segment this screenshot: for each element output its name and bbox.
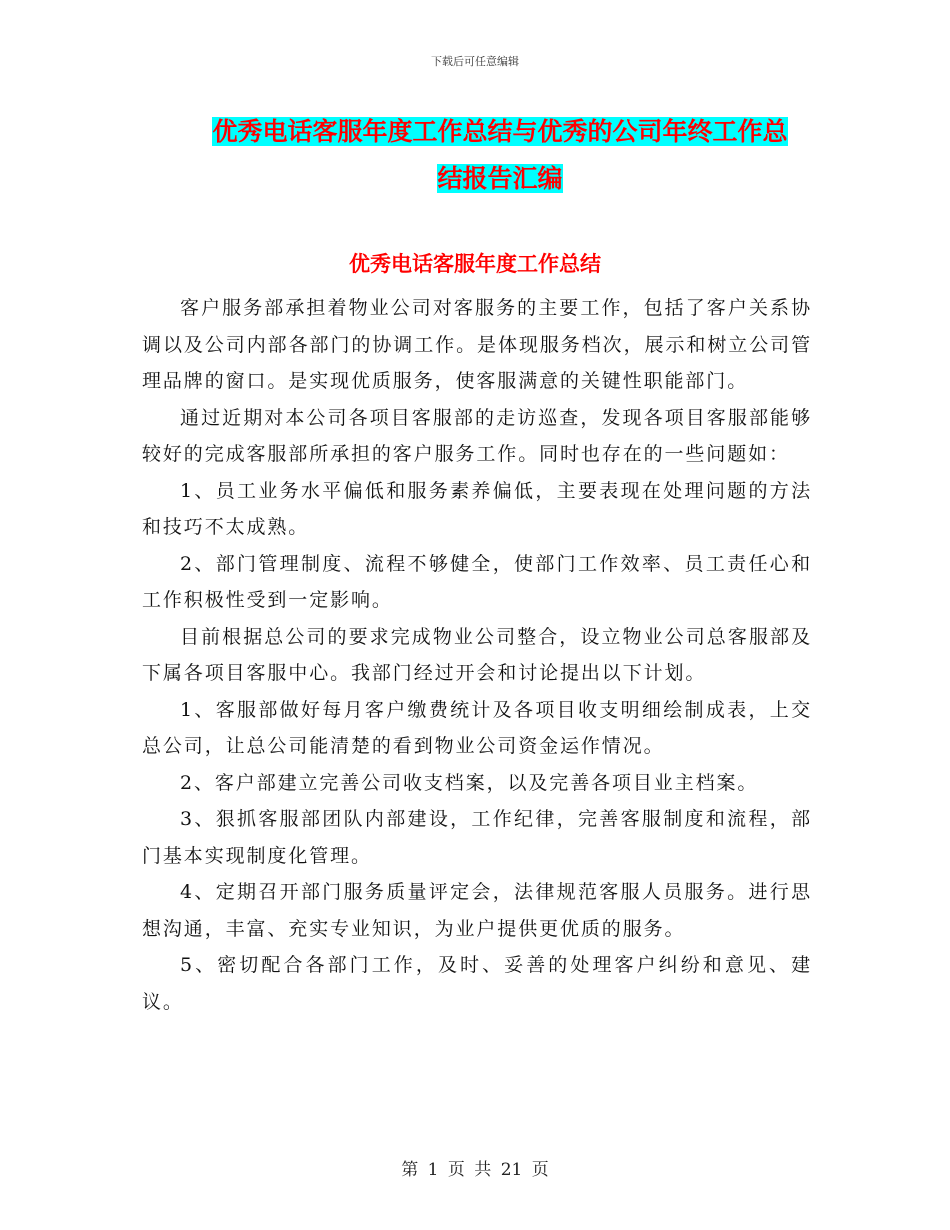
list-item: 3、狠抓客服部团队内部建设，工作纪律，完善客服制度和流程，部门基本实现制度化管理。 — [142, 808, 812, 867]
section-title: 优秀电话客服年度工作总结 — [349, 252, 601, 276]
list-item: 1、员工业务水平偏低和服务素养偏低，主要表现在处理问题的方法和技巧不太成熟。 — [142, 479, 812, 538]
document-title-line-1: 优秀电话客服年度工作总结与优秀的公司年终工作总 — [212, 117, 788, 146]
paragraph: 目前根据总公司的要求完成物业公司整合，设立物业公司总客服部及下属各项目客服中心。我部门经过开会和讨论提出以下计划。 — [142, 625, 812, 684]
document-title — [140, 108, 860, 202]
paragraph: 客户服务部承担着物业公司对客服务的主要工作，包括了客户关系协调以及公司内部各部门的协调工作。是体现服务档次，展示和树立公司管理品牌的窗口。是实现优质服务，使客服满意的关键性职能部门。 — [142, 297, 812, 392]
list-item: 4、定期召开部门服务质量评定会，法律规范客服人员服务。进行思想沟通，丰富、充实专业知识，为业户提供更优质的服务。 — [142, 881, 812, 940]
document-title-line-2: 结报告汇编 — [437, 164, 563, 193]
document-body — [142, 290, 812, 1020]
list-item: 1、客服部做好每月客户缴费统计及各项目收支明细绘制成表，上交总公司，让总公司能清楚的看到物业公司资金运作情况。 — [142, 698, 812, 757]
page-number: 第 1 页 共 21 页 — [401, 1160, 549, 1180]
paragraph: 通过近期对本公司各项目客服部的走访巡查，发现各项目客服部能够较好的完成客服部所承担的客户服务工作。同时也存在的一些问题如： — [142, 406, 812, 465]
list-item: 2、部门管理制度、流程不够健全，使部门工作效率、员工责任心和工作积极性受到一定影响。 — [142, 552, 812, 611]
page-header-note: 下载后可任意编辑 — [431, 55, 519, 68]
list-item: 5、密切配合各部门工作，及时、妥善的处理客户纠纷和意见、建议。 — [142, 954, 812, 1013]
list-item: 2、客户部建立完善公司收支档案，以及完善各项目业主档案。 — [180, 771, 759, 794]
